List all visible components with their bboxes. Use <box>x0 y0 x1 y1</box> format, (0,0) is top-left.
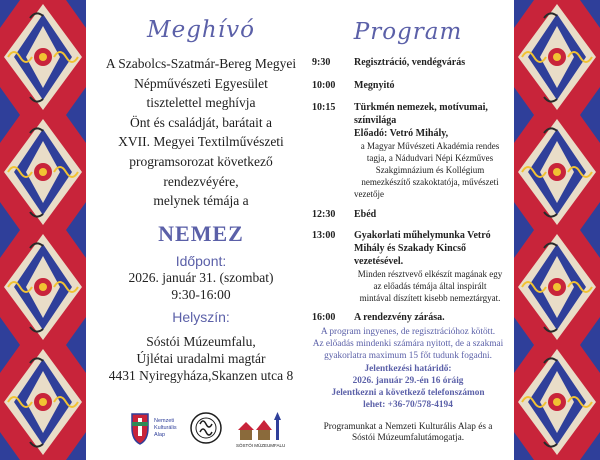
program-item-title: Megnyitó <box>354 80 395 91</box>
program-item-title: Mihály és Szakady Kincső <box>354 243 466 254</box>
venue-line: 4431 Nyiregyháza,Skanzen utca 8 <box>108 367 294 383</box>
deadline-line: lehet: +36-70/578-4194 <box>363 399 453 410</box>
venue-label: Helyszín: <box>172 308 230 325</box>
program-note: mintával díszített kisebb nemeztárgyat. <box>359 293 501 303</box>
info-line: Az előadás mindenki számára nyitott, de a szakmai <box>312 338 504 349</box>
felt-pattern-art <box>0 0 86 460</box>
nka-text-2: Kulturális <box>154 425 177 431</box>
felt-pattern-right <box>514 0 600 460</box>
program-item-title: A rendezvény zárása. <box>354 312 445 323</box>
invitation-line: XVII. Megyei Textilművészeti <box>118 134 284 150</box>
felt-pattern-art <box>514 0 600 460</box>
program-time: 10:00 <box>312 80 336 91</box>
program-time: 16:00 <box>312 312 336 323</box>
program-time: 12:30 <box>312 209 336 220</box>
program-item <box>310 208 506 221</box>
event-date: 2026. január 31. (szombat) <box>128 269 274 285</box>
program-presenter: Előadó: Vetró Mihály, <box>354 128 449 139</box>
nka-text-1: Nemzeti <box>154 418 175 424</box>
invitation-title: Meghívó <box>147 17 255 43</box>
sponsor-line: Sóstói Múzeumfalutámogatja. <box>351 433 465 444</box>
program-note: Szakgimnázium és Kollégium <box>375 165 485 175</box>
program-item-title: színvilága <box>354 115 397 126</box>
program-item-title: Gyakorlati műhelymunka Vetró <box>354 230 491 241</box>
program-item <box>310 56 506 69</box>
program-item <box>310 311 506 324</box>
invitation-line: Önt és családját, barátait a <box>129 114 273 130</box>
nka-logo <box>132 414 177 444</box>
program-item <box>310 229 506 304</box>
program-item-title: Ebéd <box>354 209 377 220</box>
program-column <box>310 0 506 445</box>
invitation-line: Népművészeti Egyesület <box>134 75 268 91</box>
program-note: vezetője <box>354 189 384 199</box>
program-note: az előadás témája által inspirált <box>373 281 487 291</box>
venue-line: Újlétai uradalmi magtár <box>136 350 266 366</box>
program-time: 13:00 <box>312 230 336 241</box>
association-emblem-logo <box>191 413 221 443</box>
invitation-line: programsorozat következő <box>129 153 273 169</box>
program-schedule <box>310 56 506 324</box>
invitation-line: rendezvéyére, <box>163 173 239 189</box>
sponsor-note <box>310 422 506 446</box>
program-item <box>310 101 506 200</box>
date-label: Időpont: <box>175 252 227 269</box>
program-note: tagja, a Nádudvari Népi Kézműves <box>366 153 494 163</box>
museum-logo-text: SÓSTÓI MÚZEUMFALU <box>236 443 286 448</box>
invitation-line: melynek témája a <box>153 193 249 209</box>
deadline-line: Jelentkezési határidő: <box>364 364 452 375</box>
program-note: Minden résztvevő elkészít magának egy <box>357 269 503 279</box>
info-line: A program ingyenes, de regisztrációhoz kötött. <box>320 327 496 337</box>
program-note: nemezkészítő szakoktatója, művészeti <box>361 177 499 187</box>
program-time: 10:15 <box>312 102 336 113</box>
logo-strip <box>126 408 296 448</box>
program-item <box>310 79 506 92</box>
deadline-line: Jelentkezni a következő telefonszámon <box>331 387 485 398</box>
sponsor-line: Programunkat a Nemzeti Kulturális Alap és a <box>323 421 493 432</box>
program-item-title: Regisztráció, vendégvárás <box>354 57 466 68</box>
program-time: 9:30 <box>312 57 331 68</box>
program-info <box>310 327 506 362</box>
program-item-title: vezetésével. <box>354 256 404 267</box>
nka-text-3: Alap <box>154 432 166 438</box>
invitation-line: tisztelettel meghívja <box>146 95 256 111</box>
program-item-title: Türkmén nemezek, motívumai, <box>354 102 488 113</box>
event-theme: NEMEZ <box>158 220 244 246</box>
info-line: gyakorlatra maximum 15 főt tudunk fogadni. <box>324 350 492 361</box>
invitation-line: A Szabolcs-Szatmár-Bereg Megyei <box>105 56 297 71</box>
invitation-text <box>98 54 304 211</box>
program-title: Program <box>353 19 463 45</box>
venue-address <box>98 333 304 384</box>
museum-village-logo <box>236 412 285 448</box>
felt-pattern-left <box>0 0 86 460</box>
sponsor-logos <box>126 408 296 448</box>
deadline-line: 2026. január 29.-én 16 óráig <box>352 376 464 387</box>
invitation-column <box>98 0 304 384</box>
venue-line: Sóstói Múzeumfalu, <box>146 333 256 349</box>
registration-deadline <box>310 364 506 411</box>
event-time: 9:30-16:00 <box>171 286 231 302</box>
program-note: a Magyar Művészeti Akadémia rendes <box>360 141 500 151</box>
